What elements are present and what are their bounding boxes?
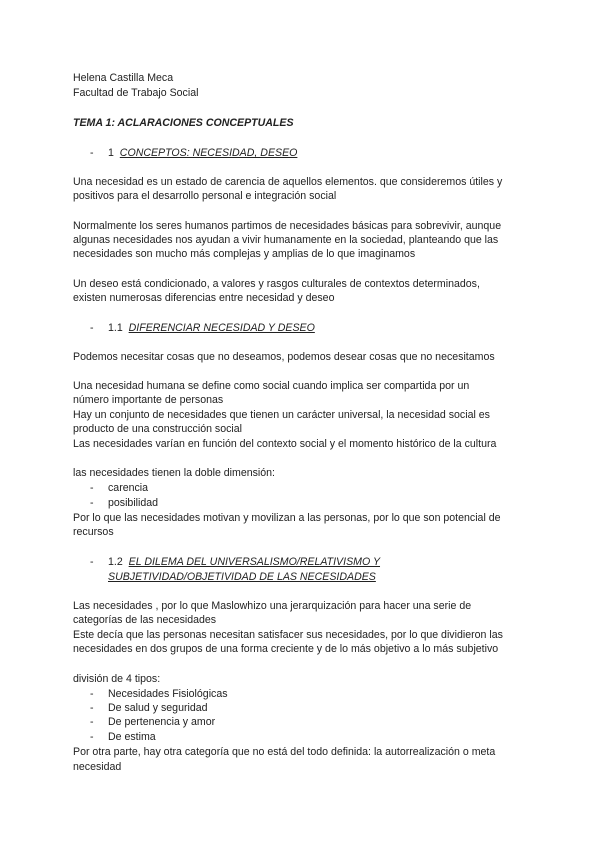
paragraph-line: Por otra parte, hay otra categoría que no está del todo definida: la autorrealización o meta (73, 746, 496, 758)
paragraph-line: necesidades en dos grupos de una forma creciente y de lo más objetivo a lo más subjetivo (73, 643, 499, 655)
section-title: EL DILEMA DEL UNIVERSALISMO/RELATIVISMO Y (128, 556, 381, 568)
paragraph-line: Un deseo está condicionado, a valores y rasgos culturales de contextos determinados, (73, 278, 480, 290)
bullet-dash: - (90, 556, 94, 568)
list-intro: división de 4 tipos: (73, 673, 161, 685)
section-heading-1-1 (108, 322, 315, 335)
bullet-dash: - (90, 322, 94, 334)
paragraph-line: producto de una construcción social (73, 423, 243, 435)
section-number: 1.1 (108, 322, 123, 334)
paragraph-line: existen numerosas diferencias entre necesidad y deseo (73, 292, 335, 304)
paragraph-line: Normalmente los seres humanos partimos de necesidades básicas para sobrevivir, aunque (73, 220, 502, 232)
list-item: De estima (108, 731, 156, 743)
paragraph-line: Una necesidad es un estado de carencia de aquellos elementos. que consideremos útiles y (73, 176, 503, 188)
paragraph-line: Este decía que las personas necesitan satisfacer sus necesidades, por lo que dividieron las (73, 629, 503, 641)
list-item: De salud y seguridad (108, 702, 208, 714)
paragraph-line: necesidades son mucho más complejas y amplias de lo que imaginamos (73, 248, 416, 260)
list-item: De pertenencia y amor (108, 716, 216, 728)
section-number: 1.2 (108, 556, 123, 568)
document-title: TEMA 1: ACLARACIONES CONCEPTUALES (73, 117, 294, 129)
list-item: posibilidad (108, 497, 159, 509)
bullet-dash: - (90, 702, 94, 714)
list-intro: las necesidades tienen la doble dimensión: (73, 467, 276, 479)
paragraph-line: número importante de personas (73, 394, 224, 406)
bullet-dash: - (90, 147, 94, 159)
paragraph-line: categorías de las necesidades (73, 614, 217, 626)
section-number: 1 (108, 147, 114, 159)
paragraph-line: necesidad (73, 761, 122, 773)
section-heading-1 (108, 147, 297, 160)
paragraph-line: positivos para el desarrollo personal e integración social (73, 190, 337, 202)
list-item: Necesidades Fisiológicas (108, 688, 228, 700)
faculty-name: Facultad de Trabajo Social (73, 87, 199, 99)
section-heading-1-2 (108, 556, 380, 569)
paragraph-line: Por lo que las necesidades motivan y movilizan a las personas, por lo que son potencial de (73, 512, 501, 524)
bullet-dash: - (90, 482, 94, 494)
section-title: CONCEPTOS: NECESIDAD, DESEO (119, 147, 298, 159)
paragraph-line: Las necesidades , por lo que Maslowhizo una jerarquización para hacer una serie de (73, 600, 472, 612)
bullet-dash: - (90, 716, 94, 728)
section-title: DIFERENCIAR NECESIDAD Y DESEO (128, 322, 315, 334)
list-item: carencia (108, 482, 149, 494)
paragraph-line: Las necesidades varían en función del contexto social y el momento histórico de la cultura (73, 438, 497, 450)
paragraph-line: algunas necesidades nos ayudan a vivir humanamente en la sociedad, planteando que las (73, 234, 499, 246)
section-title-continued: SUBJETIVIDAD/OBJETIVIDAD DE LAS NECESIDADES (108, 571, 376, 583)
author-name: Helena Castilla Meca (73, 72, 174, 84)
paragraph-line: Hay un conjunto de necesidades que tienen un carácter universal, la necesidad social es (73, 409, 490, 421)
bullet-dash: - (90, 497, 94, 509)
paragraph-line: Podemos necesitar cosas que no deseamos, podemos desear cosas que no necesitamos (73, 351, 495, 363)
paragraph-line: Una necesidad humana se define como social cuando implica ser compartida por un (73, 380, 470, 392)
paragraph-line: recursos (73, 526, 114, 538)
bullet-dash: - (90, 731, 94, 743)
bullet-dash: - (90, 688, 94, 700)
